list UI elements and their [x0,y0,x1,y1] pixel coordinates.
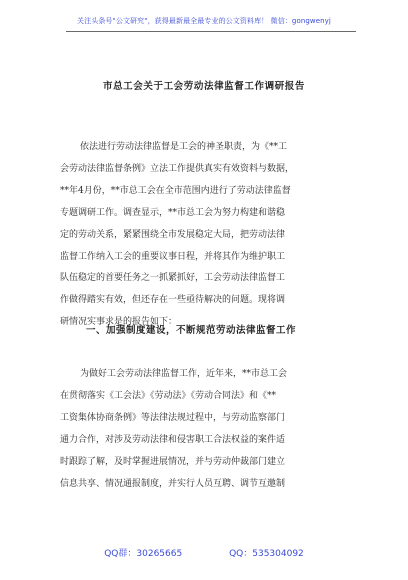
paragraph-line: 专题调研工作。调查显示，**市总工会为努力构建和谐稳 [60,207,286,218]
header-divider [66,31,356,32]
header-banner: 关注头条号"公文研究"，获得最新最全最专业的公文资料库！ 微信：gongwenyj [77,17,331,25]
footer-qq-contact: QQ：535304092 [229,549,304,559]
paragraph-line: 会劳动法律监督条例》立法工作提供真实有效资料与数据， [60,163,295,174]
paragraph-line: 监督工作纳入工会的重要议事日程，并将其作为维护职工 [60,251,286,262]
paragraph-line: 在贯彻落实《工会法》《劳动法》《劳动合同法》和《** [60,390,277,401]
paragraph-line: 信息共享、情况通报制度，并实行人员互聘、调节互邀制 [60,478,286,489]
paragraph-line: 作做得踏实有效，但还存在一些亟待解决的问题。现将调 [60,295,286,306]
document-title: 市总工会关于工会劳动法律监督工作调研报告 [102,81,305,92]
paragraph-line: **年4月份，**市总工会在全市范围内进行了劳动法律监督 [60,185,291,196]
section-heading: 一、加强制度建设，不断规范劳动法律监督工作 [86,325,297,336]
paragraph-line: 工资集体协商条例》等法律法规过程中，与劳动监察部门 [60,412,286,423]
footer [0,546,408,559]
section-paragraph [60,364,360,495]
footer-qq-group: QQ群：30265665 [104,549,183,559]
paragraph-line: 依法进行劳动法律监督是工会的神圣职责，为《**工 [80,142,288,152]
paragraph-line: 时跟踪了解，及时掌握进展情况，并与劳动仲裁部门建立 [60,456,286,467]
paragraph-line: 研情况实事求是的报告如下： [60,317,178,328]
paragraph-line: 定的劳动关系，紧紧围绕全市发展稳定大局，把劳动法律 [60,229,286,240]
paragraph-line: 通力合作，对涉及劳动法律和侵害职工合法权益的案件适 [60,434,286,445]
paragraph-line: 队伍稳定的首要任务之一抓紧抓好，工会劳动法律监督工 [60,273,286,284]
intro-paragraph [60,137,360,334]
paragraph-line: 为做好工会劳动法律监督工作，近年来，**市总工会 [80,369,288,379]
